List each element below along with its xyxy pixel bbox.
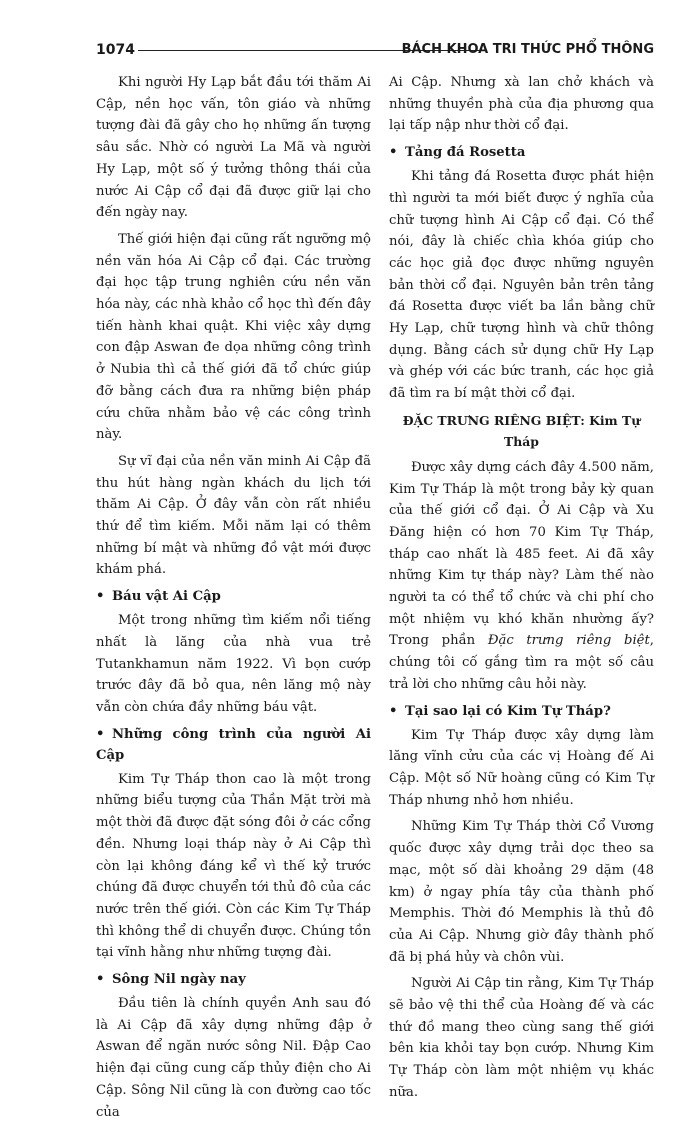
bullet-icon: • (96, 726, 105, 742)
paragraph: Sự vĩ đại của nền văn minh Ai Cập đã thu hút hàng ngàn khách du lịch tới thăm Ai Cập. Ở đây vẫn còn rất nhiều thứ để tìm kiếm. Mỗi năm lại có thêm những bí mật và những đồ vật mới được khám phá. (96, 453, 371, 578)
section-heading (96, 586, 371, 607)
paragraph: Một trong những tìm kiếm nổi tiếng nhất là lăng của nhà vua trẻ Tutankhamun năm 1922. Vì bọn cướp trước đây đã bỏ qua, nên lăng mộ này vẫn còn chứa đầy những báu vật. (96, 613, 371, 715)
paragraph: Thế giới hiện đại cũng rất ngưỡng mộ nền văn hóa Ai Cập cổ đại. Các trường đại học tập trung nghiên cứu nền văn hóa này, các nhà khảo cổ học thì đến đây tiến hành khai quật. Khi việc xây dựng con đập Aswan đe dọa những công trình ở Nubia thì cả thế giới đã tổ chức giúp đỡ bằng cách đưa ra những biện pháp cứu chữa nhằm bảo vệ các công trình này. (96, 231, 371, 443)
paragraph: Người Ai Cập tin rằng, Kim Tự Tháp sẽ bảo vệ thi thể của Hoàng đế và các thứ đồ mang theo cùng sang thế giới bên kia khỏi tay bọn cướp. Nhưng Kim Tự Tháp còn làm một nhiệm vụ khác nữa. (389, 976, 654, 1100)
bullet-icon: • (389, 145, 398, 161)
paragraph: Những Kim Tự Tháp thời Cổ Vương quốc được xây dựng trải dọc theo sa mạc, một số dài khoảng 29 dặm (48 km) ở ngay phía tây của thành phố Memphis. Thời đó Memphis là thủ đô của Ai Cập. Nhưng giờ đây thành phố đã bị phá hủy và chôn vùi. (389, 819, 654, 965)
section-heading-text: Báu vật Ai Cập (112, 589, 221, 605)
right-column (389, 72, 654, 1109)
paragraph: Khi người Hy Lạp bắt đầu tới thăm Ai Cập, nền học vấn, tôn giáo và những tượng đài đã gây cho họ những ấn tượng sâu sắc. Nhờ có người La Mã và người Hy Lạp, một số ý tưởng thông thái của nước Ai Cập cổ đại đã được giữ lại cho đến ngày nay. (96, 75, 371, 221)
section-heading (96, 724, 371, 766)
page-header (96, 40, 654, 60)
section-heading-text: Tại sao lại có Kim Tự Tháp? (405, 703, 611, 719)
page-number: 1074 (96, 42, 135, 58)
bullet-icon: • (96, 972, 105, 988)
section-heading (389, 142, 654, 163)
paragraph-text-end: , chúng tôi cố gắng tìm ra một số câu trả lời cho những câu hỏi này. (389, 633, 654, 692)
bullet-icon: • (389, 703, 398, 719)
paragraph: Đầu tiên là chính quyền Anh sau đó là Ai Cập đã xây dựng những đập ở Aswan để ngăn nước sông Nil. Đập Cao hiện đại cũng cung cấp thủy điện cho Ai Cập. Sông Nil cũng là con đường cao tốc của (96, 996, 371, 1120)
paragraph: Kim Tự Tháp thon cao là một trong những biểu tượng của Thần Mặt trời mà một thời đã được đặt sóng đôi ở các cổng đền. Nhưng loại tháp này ở Ai Cập thì còn lại không đáng kể vì thế kỷ trước chúng đã được chuyển tới thủ đô của các nước trên thế giới. Còn các Kim Tự Tháp thì không thể di chuyển được. Chúng tồn tại vĩnh hằng như những tượng đài. (96, 771, 371, 961)
section-heading-text: Tảng đá Rosetta (405, 145, 526, 161)
running-title: BÁCH KHOA TRI THỨC PHỔ THÔNG (401, 42, 654, 57)
section-heading (96, 969, 371, 990)
paragraph-continued: Ai Cập. Nhưng xà lan chở khách và những thuyền phà của địa phương qua lại tấp nập như thời cổ đại. (389, 75, 654, 134)
paragraph: Kim Tự Tháp được xây dựng làm lăng vĩnh cửu của các vị Hoàng đế Ai Cập. Một số Nữ hoàng cũng có Kim Tự Tháp nhưng nhỏ hơn nhiều. (389, 727, 654, 808)
section-heading (389, 701, 654, 722)
italic-reference: Đặc trưng riêng biệt (487, 633, 650, 649)
bullet-icon: • (96, 589, 105, 605)
left-column (96, 72, 371, 1128)
section-heading-text: Những công trình của người Ai Cập (96, 726, 371, 763)
paragraph: Khi tảng đá Rosetta được phát hiện thì người ta mới biết được ý nghĩa của chữ tượng hình Ai Cập cổ đại. Có thể nói, đây là chiếc chìa khóa giúp cho các học giả đọc được những nguyên bản thời cổ đại. Nguyên bản trên tảng đá Rosetta được viết ba lần bằng chữ Hy Lạp, chữ tượng hình và chữ thông dụng. Bằng cách sử dụng chữ Hy Lạp và ghép với các bức tranh, các học giả đã tìm ra bí mật thời cổ đại. (389, 169, 654, 402)
feature-heading: ĐẶC TRƯNG RIÊNG BIỆT: Kim Tự Tháp (402, 412, 641, 449)
paragraph (389, 457, 654, 696)
paragraph-text: Được xây dựng cách đây 4.500 năm, Kim Tự Tháp là một trong bảy kỳ quan của thế giới cổ đại. Ở Ai Cập và Xu Đăng hiện có hơn 70 Kim Tự Tháp, tháp cao nhất là 485 feet. Ai đã xây những Kim tự tháp này? Làm thế nào người ta có thể tổ chức và chi phí cho một nhiệm vụ khó khăn nhường ấy? Trong phần (389, 459, 654, 649)
section-heading-text: Sông Nil ngày nay (112, 972, 246, 988)
